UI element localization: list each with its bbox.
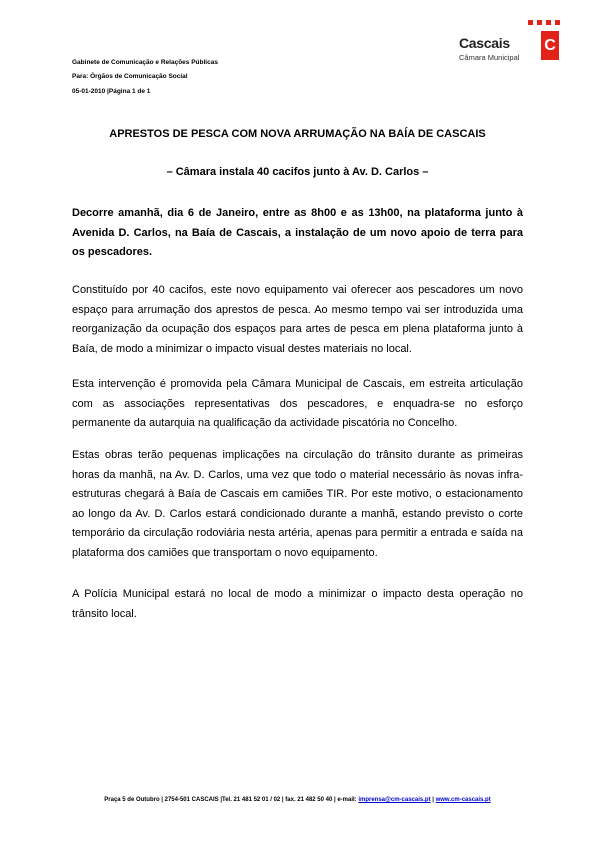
document-subtitle: – Câmara instala 40 cacifos junto à Av. D. Carlos – — [166, 166, 429, 178]
body-paragraph: Esta intervenção é promovida pela Câmara Municipal de Cascais, em estreita articulação com as associações representativas dos pescadores, e enquadra-se no esforço permanente da autarquia na qualificação da actividade piscatória no Concelho. — [72, 378, 523, 429]
department-label: Gabinete de Comunicação e Relações Públicas — [72, 59, 218, 66]
body-paragraph: A Polícia Municipal estará no local de modo a minimizar o impacto desta operação no trânsito local. — [72, 588, 523, 620]
footer-website-link[interactable]: www.cm-cascais.pt — [435, 797, 491, 803]
document-title: APRESTOS DE PESCA COM NOVA ARRUMAÇÃO NA BAÍA DE CASCAIS — [109, 128, 486, 140]
lead-paragraph: Decorre amanhã, dia 6 de Janeiro, entre as 8h00 e as 13h00, na plataforma junto à Avenida D. Carlos, na Baía de Cascais, a instalação de um novo apoio de terra para os pescadores. — [72, 207, 523, 258]
date-page-label: 05-01-2010 |Página 1 de 1 — [72, 88, 151, 95]
body-paragraph: Constituído por 40 cacifos, este novo equipamento vai oferecer aos pescadores um novo espaço para arrumação dos aprestos de pesca. Ao mesmo tempo vai ser introduzida uma reorganização da ocupação dos espaços para artes de pesca em plena plataforma junto à Baía, de modo a minimizar o impacto visual destes materiais no local. — [72, 284, 523, 355]
page-footer — [0, 797, 595, 803]
cascais-logo — [459, 20, 564, 70]
logo-c-icon: C — [541, 31, 559, 60]
footer-separator: | — [430, 797, 436, 803]
logo-name: Cascais — [459, 35, 510, 51]
recipient-label: Para: Órgãos de Comunicação Social — [72, 73, 188, 80]
footer-address: Praça 5 de Outubro | 2754-501 CASCAIS |Tel. 21 481 52 01 / 02 | fax. 21 482 50 40 | e-mail: — [104, 797, 359, 803]
logo-dots-icon — [528, 20, 560, 26]
body-paragraph: Estas obras terão pequenas implicações na circulação do trânsito durante as primeiras horas da manhã, na Av. D. Carlos, uma vez que todo o material necessário às novas infra-estruturas chegará à Baía de Cascais em camiões TIR. Por este motivo, o estacionamento ao longo da Av. D. Carlos estará condicionado durante a manhã, estando previsto o corte temporário da circulação rodoviária nesta artéria, apenas para permitir a entrada e saída na plataforma dos camiões que transportam o novo equipamento. — [72, 449, 523, 559]
logo-subtitle: Câmara Municipal — [459, 53, 520, 62]
footer-email-link[interactable]: imprensa@cm-cascais.pt — [358, 797, 431, 803]
